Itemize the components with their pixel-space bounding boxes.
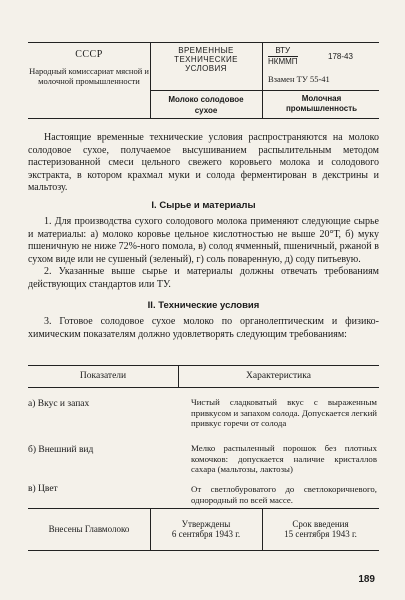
doc-type-line: ТЕХНИЧЕСКИЕ xyxy=(174,55,238,64)
approved-date xyxy=(150,508,262,550)
table-row-desc: От светлобуроватого до светлокоричневого, однородный по всей массе. xyxy=(191,484,377,505)
table-rule xyxy=(28,365,379,366)
paragraph-1: 1. Для производства сухого солодового молока применяют следующие сырье и материалы: а) молоко коровье цельное кислотностью не выше 20°Т, б) муку пшеничную не ниже 72%-ного помола, в) солод ячменный, пшеничный, ржаной в сухом виде или не сушеный (зеленый), г) соль поваренную, д) соду питьевую. xyxy=(28,216,379,265)
footer-box xyxy=(28,508,379,550)
code-vtu: ВТУ xyxy=(268,46,298,57)
table-header: Показатели xyxy=(79,371,127,381)
code-org: НКММП xyxy=(268,57,298,66)
effective-label: Срок введения xyxy=(292,519,349,529)
country-label: СССР xyxy=(75,49,103,60)
effective-value: 15 сентября 1943 г. xyxy=(284,529,357,539)
header-divider xyxy=(262,90,379,91)
code-number: 178-43 xyxy=(328,52,353,61)
product-name-block xyxy=(150,94,262,116)
issuer-block xyxy=(28,50,150,86)
header-box xyxy=(28,42,379,118)
table-rule xyxy=(28,387,379,388)
approved-value: 6 сентября 1943 г. xyxy=(171,529,241,539)
doc-type-line: УСЛОВИЯ xyxy=(185,64,227,73)
header-bottom-rule xyxy=(28,118,379,119)
effective-date xyxy=(262,508,379,550)
header-divider xyxy=(150,90,262,91)
intro-paragraph: Настоящие временные технические условия распространяются на молоко солодовое сухое, получаемое высушиванием распылительным методом пастеризованной смеси цельного свежего коровьего молока и солодового экстракта, в котором крахмал муки и солода ферментирован в декстрины и мальтозу. xyxy=(28,132,379,193)
product-name: Молоко солодовое xyxy=(168,95,244,104)
header-divider xyxy=(262,42,263,118)
table-header: Характеристика xyxy=(246,371,311,381)
table-row-label: а) Вкус и запах xyxy=(28,399,90,409)
replaces-note: Взамен ТУ 55-41 xyxy=(268,74,330,84)
footer-rule xyxy=(28,550,379,551)
introduced-by xyxy=(28,508,150,550)
product-name: сухое xyxy=(194,106,218,115)
header-top-rule xyxy=(28,42,379,43)
table-row-label: в) Цвет xyxy=(28,484,58,494)
paragraph-2: 2. Указанные выше сырье и материалы должны отвечать требованиям действующих стандартов или ТУ. xyxy=(28,266,379,290)
introduced-by-text: Внесены Главмолоко xyxy=(48,524,130,534)
table-row-label: б) Внешний вид xyxy=(28,445,94,455)
category-block xyxy=(264,94,379,114)
code-block xyxy=(268,46,376,84)
table-row-desc: Мелко распыленный порошок без плотных комочков: допускается наличие кристаллов сахара (мальтозы, лактозы) xyxy=(191,443,377,474)
category-line: Молочная xyxy=(301,94,342,103)
ministry-name: Народный комиссариат мясной и молочной промышленности xyxy=(29,66,149,86)
paragraph-3: 3. Готовое солодовое сухое молоко по органолептическим и физико-химическим показателям должно удовлетворять следующим требованиям: xyxy=(28,316,379,340)
doc-type-line: ВРЕМЕННЫЕ xyxy=(178,46,234,55)
category-line: промышленность xyxy=(285,104,358,113)
section-title: I. Сырье и материалы xyxy=(151,200,256,211)
page-number: 189 xyxy=(358,574,375,585)
standard-code xyxy=(268,46,298,67)
approved-label: Утверждены xyxy=(181,519,231,529)
doc-type-block xyxy=(150,46,262,73)
section-title: II. Технические условия xyxy=(147,300,260,311)
table-row-desc: Чистый сладковатый вкус с выраженным привкусом и запахом солода. Допускается легкий привкус горечи от солода xyxy=(191,397,377,428)
